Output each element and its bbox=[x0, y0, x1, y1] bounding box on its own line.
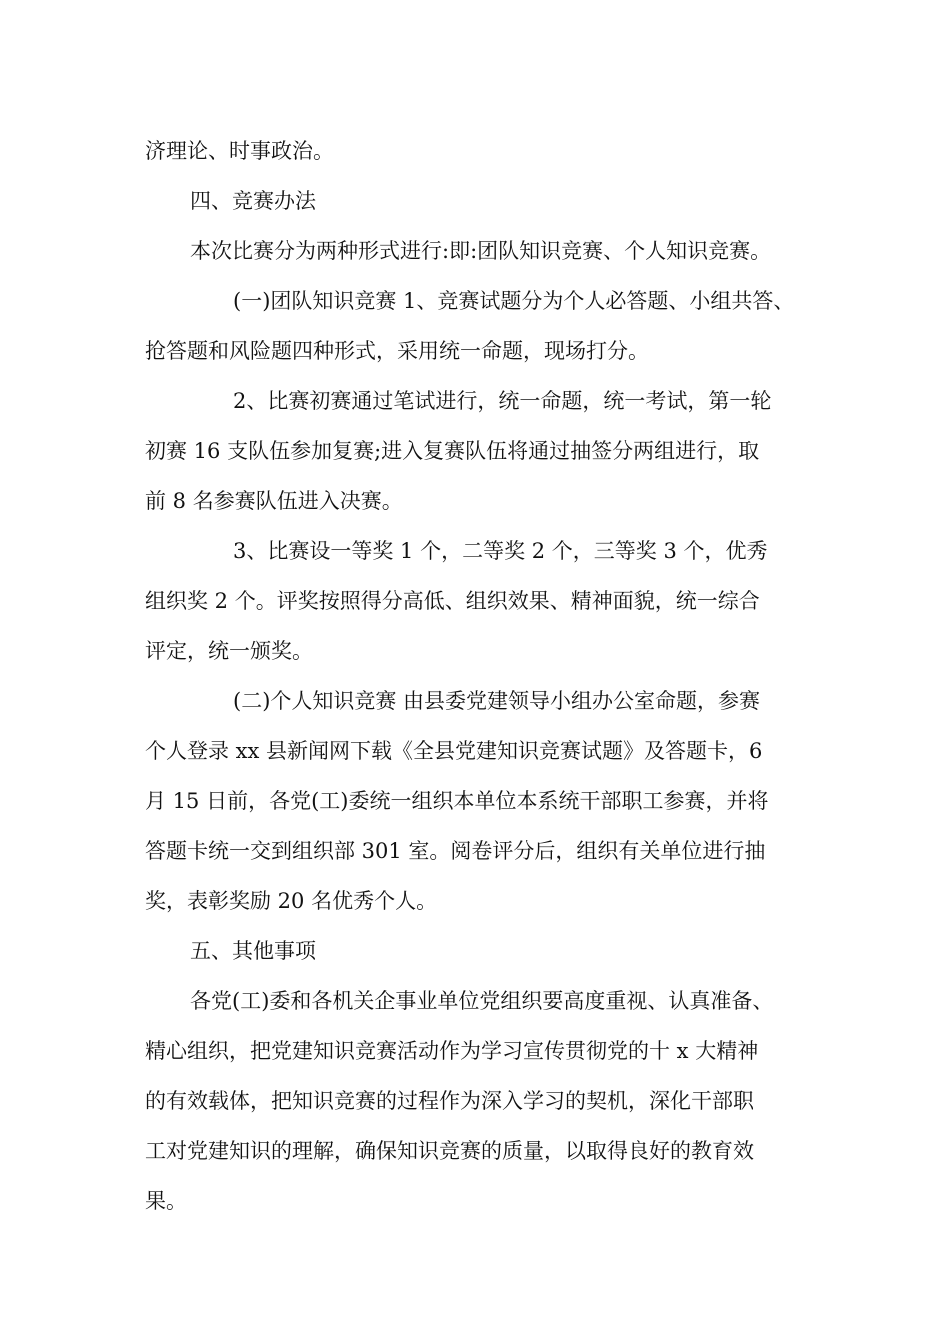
text-line: 工对党建知识的理解，确保知识竞赛的质量，以取得良好的教育效 bbox=[145, 1139, 754, 1163]
text-line: 济理论、时事政治。 bbox=[145, 139, 334, 163]
text-line: (二)个人知识竞赛 由县委党建领导小组办公室命题，参赛 bbox=[233, 689, 761, 713]
text-line: 月 15 日前，各党(工)委统一组织本单位本系统干部职工参赛，并将 bbox=[145, 789, 769, 813]
text-line: 组织奖 2 个。评奖按照得分高低、组织效果、精神面貌，统一综合 bbox=[145, 589, 760, 613]
section-heading: 四、竞赛办法 bbox=[190, 189, 316, 213]
text-line: 初赛 16 支队伍参加复赛;进入复赛队伍将通过抽签分两组进行，取 bbox=[145, 439, 760, 463]
text-line: 的有效载体，把知识竞赛的过程作为深入学习的契机，深化干部职 bbox=[145, 1089, 754, 1113]
text-line: 评定，统一颁奖。 bbox=[145, 639, 313, 663]
text-line: 3、比赛设一等奖 1 个，二等奖 2 个，三等奖 3 个，优秀 bbox=[233, 539, 768, 563]
text-line: 2、比赛初赛通过笔试进行，统一命题，统一考试，第一轮 bbox=[233, 389, 772, 413]
text-line: 答题卡统一交到组织部 301 室。阅卷评分后，组织有关单位进行抽 bbox=[145, 839, 766, 863]
text-line: 果。 bbox=[145, 1189, 187, 1213]
text-line: 各党(工)委和各机关企事业单位党组织要高度重视、认真准备、 bbox=[190, 989, 774, 1013]
text-line: 奖，表彰奖励 20 名优秀个人。 bbox=[145, 889, 438, 913]
section-heading: 五、其他事项 bbox=[190, 939, 316, 963]
text-line: 抢答题和风险题四种形式，采用统一命题，现场打分。 bbox=[145, 339, 649, 363]
text-line: 本次比赛分为两种形式进行:即:团队知识竞赛、个人知识竞赛。 bbox=[190, 239, 772, 263]
text-line: (一)团队知识竞赛 1、竞赛试题分为个人必答题、小组共答、 bbox=[233, 289, 795, 313]
text-line: 个人登录 xx 县新闻网下载《全县党建知识竞赛试题》及答题卡，6 bbox=[145, 739, 763, 763]
text-line: 精心组织，把党建知识竞赛活动作为学习宣传贯彻党的十 x 大精神 bbox=[145, 1039, 759, 1063]
text-line: 前 8 名参赛队伍进入决赛。 bbox=[145, 489, 403, 513]
